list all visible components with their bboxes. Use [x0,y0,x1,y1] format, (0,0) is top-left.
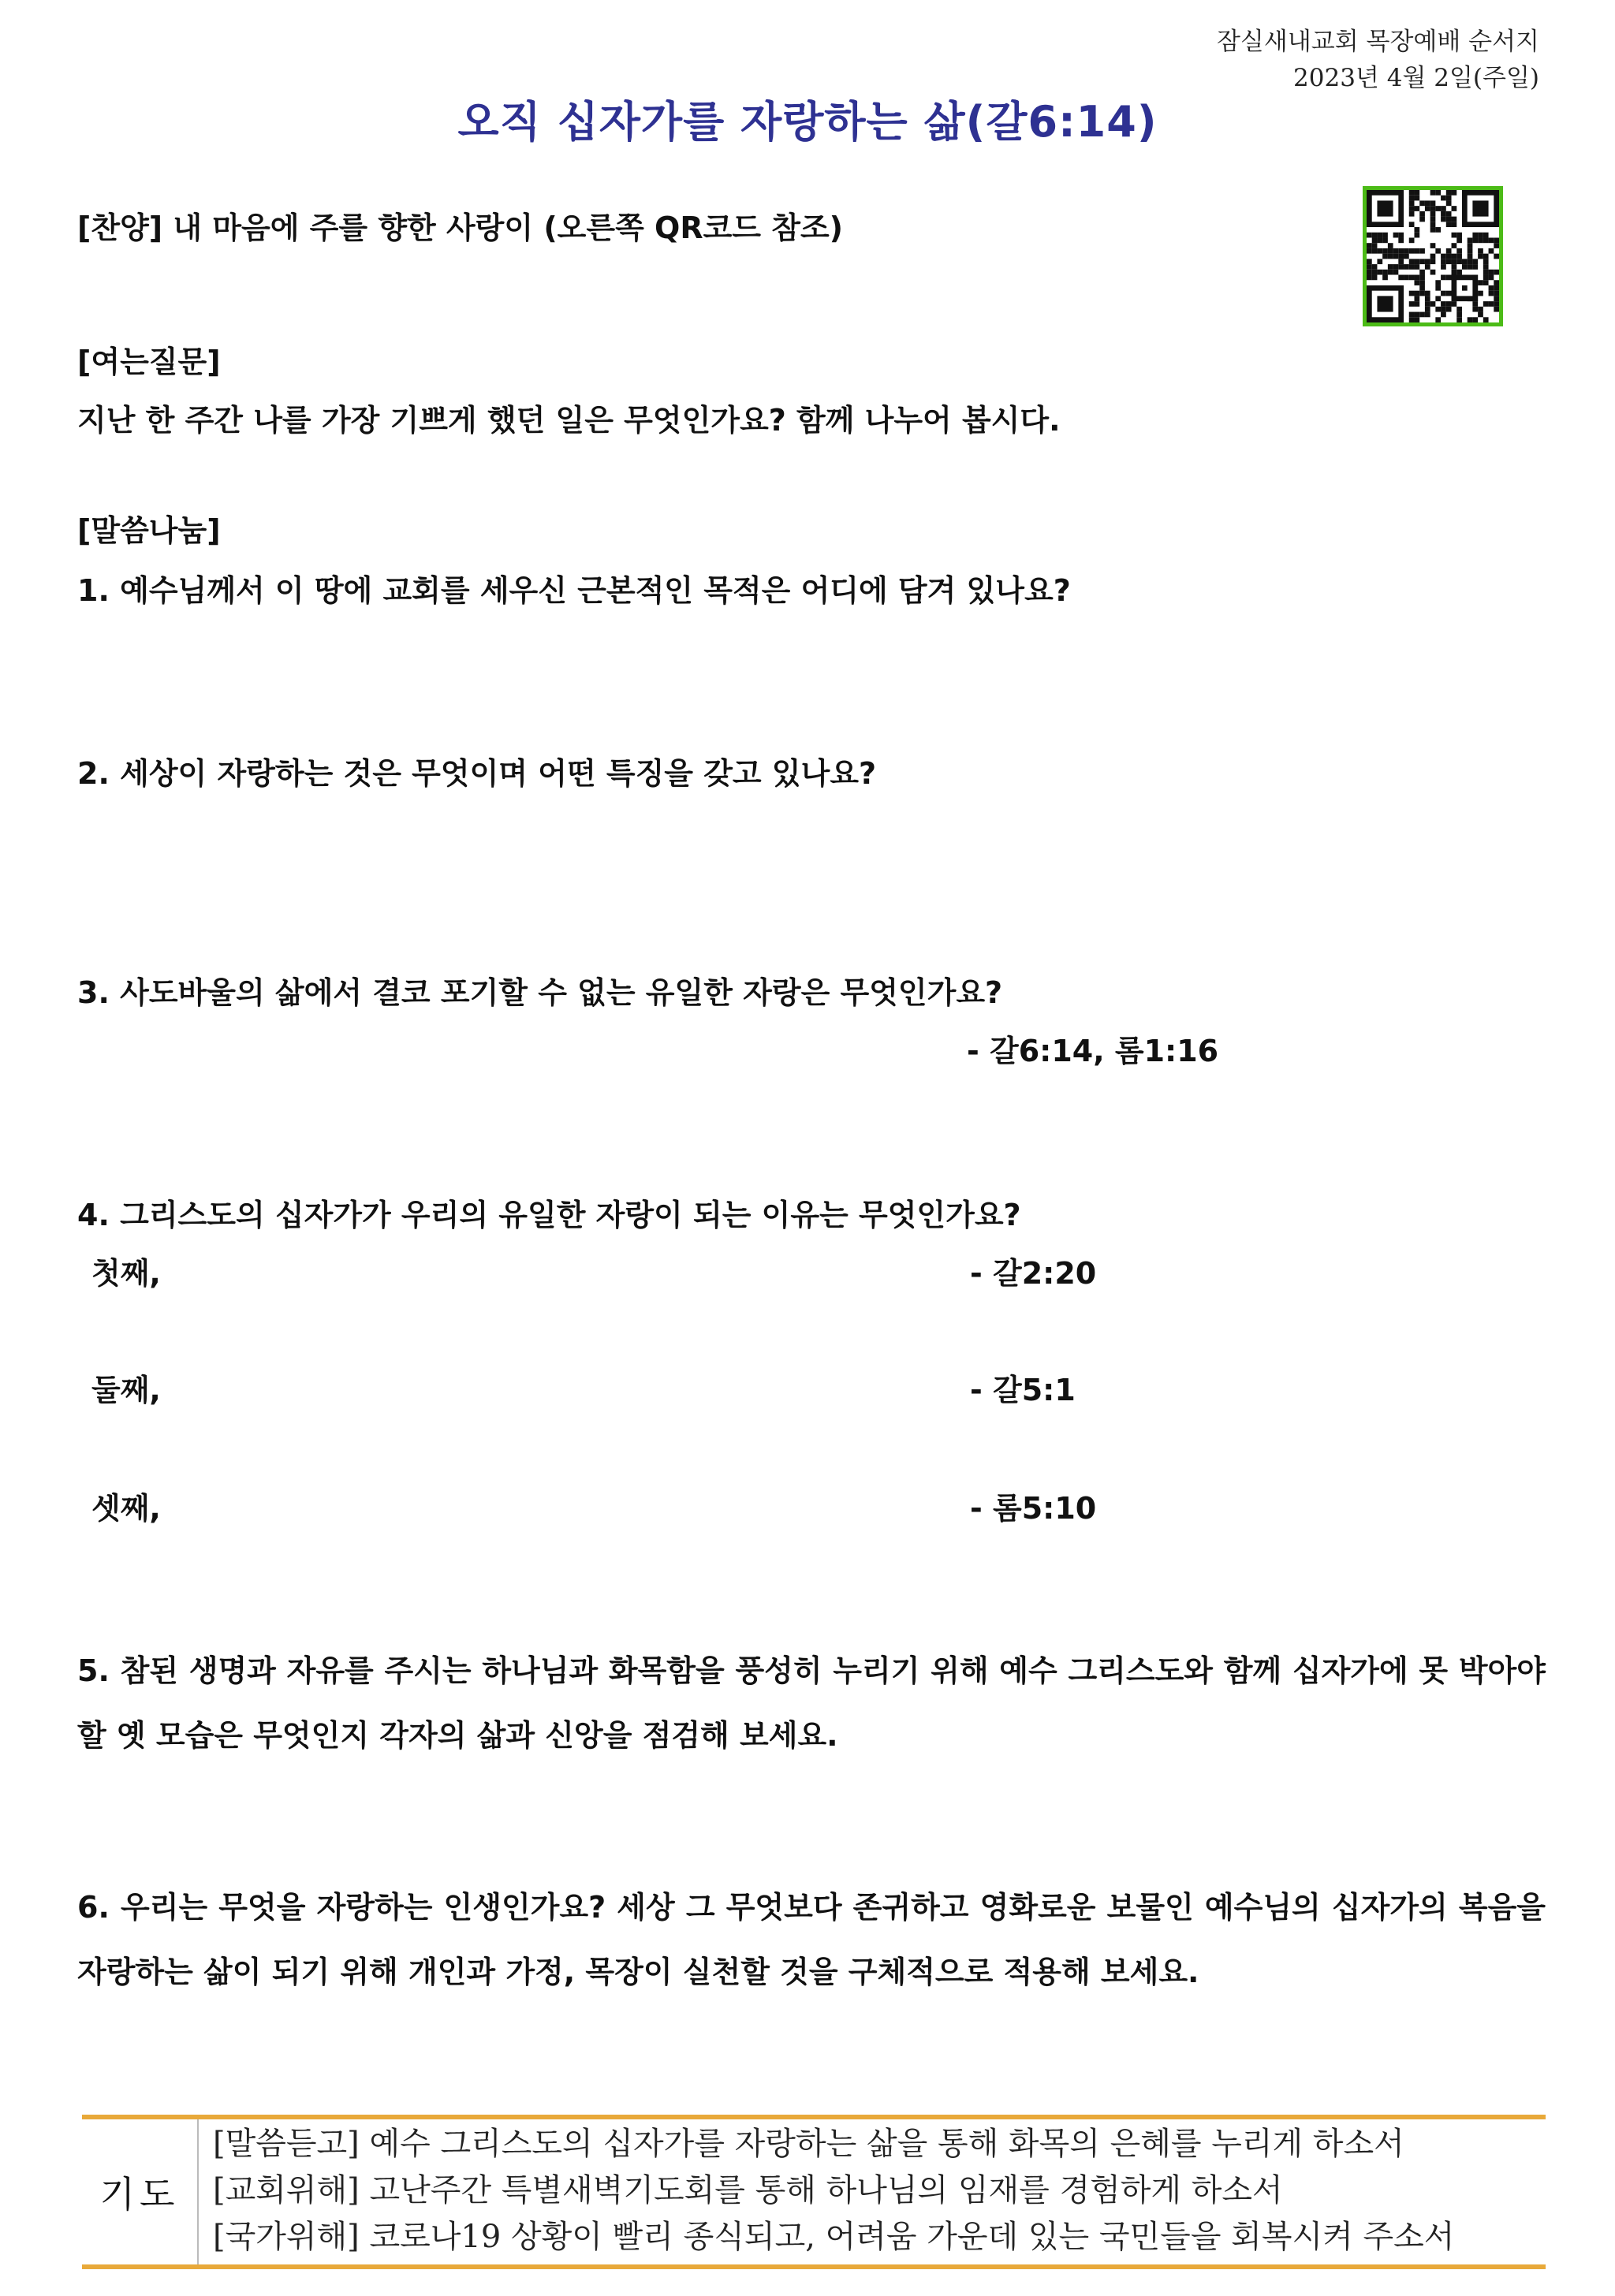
q4-item-second-ref: - 갈5:1 [970,1373,1076,1407]
question-3-reference: - 갈6:14, 롬1:16 [967,1034,1219,1068]
q4-item-third-label: 셋째, [91,1491,161,1526]
prayer-line-word: [말씀듣고] 예수 그리스도의 십자가를 자랑하는 삶을 통해 화목의 은혜를 누리게 하소서 [213,2126,1404,2162]
header-meta [1217,24,1539,96]
qr-code-graphic [1367,190,1499,322]
question-5: 5. 참된 생명과 자유를 주시는 하나님과 화목함을 풍성히 누리기 위해 예수 그리스도와 함께 십자가에 못 박아야 할 옛 모습은 무엇인지 각자의 삶과 신앙을 점검해 보세요. [77,1653,1546,1753]
question-1: 1. 예수님께서 이 땅에 교회를 세우신 근본적인 목적은 어디에 담겨 있나요? [77,573,1071,608]
prayer-line-church: [교회위해] 고난주간 특별새벽기도회를 통해 하나님의 임재를 경험하게 하소서 [213,2172,1283,2208]
q4-item-second-label: 둘째, [91,1373,161,1407]
question-2: 2. 세상이 자랑하는 것은 무엇이며 어떤 특징을 갖고 있나요? [77,756,877,791]
question-4: 4. 그리스도의 십자가가 우리의 유일한 자랑이 되는 이유는 무엇인가요? [77,1198,1021,1232]
question-6: 6. 우리는 무엇을 자랑하는 인생인가요? 세상 그 무엇보다 존귀하고 영화로운 보물인 예수님의 십자가의 복음을 자랑하는 삶이 되기 위해 개인과 가정, 목장이 실천할 것을 구체적으로 적용해 보세요. [77,1890,1546,1989]
prayer-lines [213,2121,1454,2261]
prayer-box [82,2115,1546,2269]
q4-item-third-ref: - 롬5:10 [970,1491,1097,1526]
worship-date: 2023년 4월 2일(주일) [1293,64,1539,92]
page-title: 오직 십자가를 자랑하는 삶(갈6:14) [457,97,1158,147]
q4-item-first-ref: - 갈2:20 [970,1256,1097,1291]
qr-code-icon[interactable] [1363,186,1503,326]
q4-item-first-label: 첫째, [91,1256,161,1291]
word-label: [말씀나눔] [77,513,221,548]
church-name: 잠실새내교회 목장예배 순서지 [1216,28,1539,56]
prayer-line-nation: [국가위해] 코로나19 상황이 빨리 종식되고, 어려움 가운데 있는 국민들을 회복시켜 주소서 [213,2219,1455,2255]
praise-line: [찬양] 내 마음에 주를 향한 사랑이 (오른쪽 QR코드 참조) [77,211,844,245]
opening-question: 지난 한 주간 나를 가장 기쁘게 했던 일은 무엇인가요? 함께 나누어 봅시다. [77,403,1061,438]
prayer-label: 기도 [82,2119,199,2264]
question-3: 3. 사도바울의 삶에서 결코 포기할 수 없는 유일한 자랑은 무엇인가요? [77,975,1003,1010]
opening-label: [여는질문] [77,345,221,379]
